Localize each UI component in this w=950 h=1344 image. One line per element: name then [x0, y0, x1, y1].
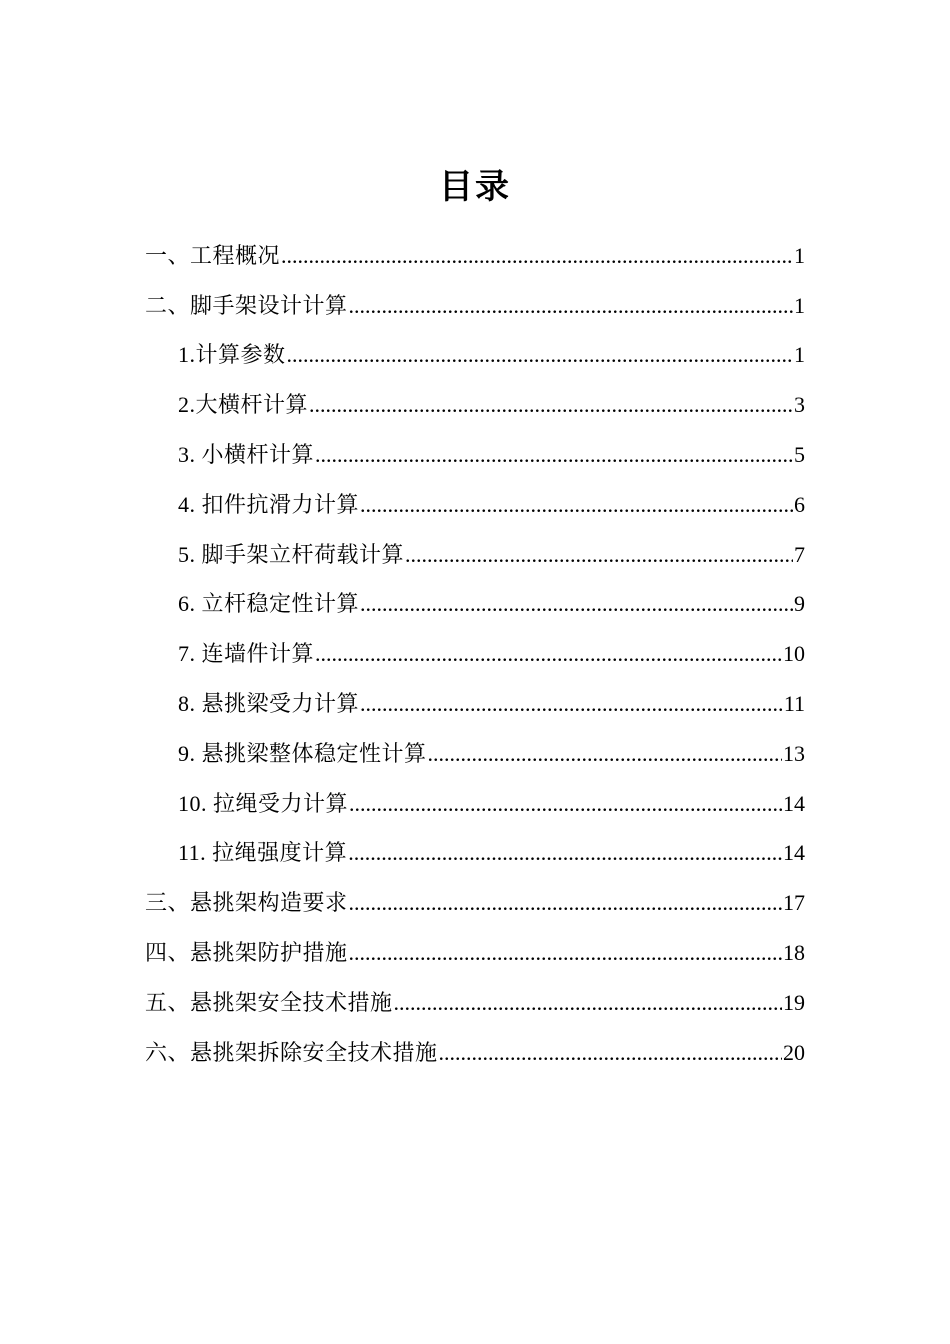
toc-entry[interactable]	[0, 818, 805, 868]
toc-dot-leader	[439, 1039, 782, 1067]
toc-dot-leader	[287, 341, 793, 369]
toc-entry-page: 18	[783, 939, 805, 965]
toc-entry[interactable]	[0, 967, 805, 1017]
toc-entry-page: 7	[794, 541, 805, 567]
toc-entry[interactable]	[0, 618, 805, 668]
toc-entry[interactable]	[0, 718, 805, 768]
toc-entry-page: 19	[783, 989, 805, 1015]
toc-entry-label: 二、脚手架设计计算	[145, 292, 348, 318]
toc-entry-label: 六、悬挑架拆除安全技术措施	[145, 1039, 438, 1065]
toc-entry-label: 一、工程概况	[145, 242, 281, 268]
toc-entry-label: 11. 拉绳强度计算	[178, 840, 348, 866]
toc-entry-label: 2.大横杆计算	[178, 392, 309, 418]
toc-entry-label: 三、悬挑架构造要求	[145, 890, 348, 916]
toc-dot-leader	[360, 590, 793, 618]
toc-dot-leader	[405, 541, 793, 569]
toc-entry-page: 13	[783, 740, 805, 766]
toc-entry[interactable]	[0, 569, 805, 619]
toc-entry-label: 五、悬挑架安全技术措施	[145, 989, 393, 1015]
toc-entry[interactable]	[0, 419, 805, 469]
toc-dot-leader	[349, 292, 793, 320]
toc-dot-leader	[281, 242, 793, 270]
toc-entry-label: 4. 扣件抗滑力计算	[178, 491, 360, 517]
toc-entry-page: 11	[783, 690, 805, 716]
toc-entry[interactable]	[0, 320, 805, 370]
toc-entry-label: 四、悬挑架防护措施	[145, 939, 348, 965]
toc-entry-page: 1	[794, 242, 805, 268]
toc-entry-label: 8. 悬挑梁受力计算	[178, 690, 360, 716]
toc-dot-leader	[360, 491, 793, 519]
toc-entry-label: 7. 连墙件计算	[178, 641, 315, 667]
toc-entry-page: 5	[794, 441, 805, 467]
toc-entry-label: 1.计算参数	[178, 342, 286, 368]
toc-entry-page: 14	[783, 790, 805, 816]
toc-entry-label: 5. 脚手架立杆荷载计算	[178, 541, 405, 567]
toc-title: 目录	[439, 169, 511, 206]
toc-entry[interactable]	[0, 768, 805, 818]
toc-entry-label: 10. 拉绳受力计算	[178, 790, 349, 816]
toc-entry-page: 10	[783, 641, 805, 667]
toc-entry-page: 3	[794, 392, 805, 418]
toc-entry-page: 1	[794, 292, 805, 318]
toc-entry-page: 20	[783, 1039, 805, 1065]
toc-entry[interactable]	[0, 668, 805, 718]
toc-dot-leader	[428, 740, 782, 768]
toc-dot-leader	[315, 441, 793, 469]
toc-dot-leader	[349, 889, 782, 917]
toc-list	[0, 220, 950, 1067]
toc-entry-label: 6. 立杆稳定性计算	[178, 591, 360, 617]
toc-entry[interactable]	[0, 519, 805, 569]
toc-entry-page: 9	[794, 591, 805, 617]
toc-dot-leader	[315, 640, 782, 668]
toc-dot-leader	[360, 690, 783, 718]
toc-dot-leader	[349, 939, 782, 967]
toc-dot-leader	[309, 391, 793, 419]
toc-entry[interactable]	[0, 1017, 805, 1067]
toc-dot-leader	[394, 989, 782, 1017]
toc-entry[interactable]	[0, 469, 805, 519]
toc-dot-leader	[348, 839, 782, 867]
toc-entry-page: 17	[783, 890, 805, 916]
toc-entry[interactable]	[0, 270, 805, 320]
toc-entry[interactable]	[0, 917, 805, 967]
toc-entry[interactable]	[0, 369, 805, 419]
toc-entry-page: 1	[794, 342, 805, 368]
toc-entry-label: 3. 小横杆计算	[178, 441, 315, 467]
toc-entry[interactable]	[0, 867, 805, 917]
toc-dot-leader	[349, 790, 782, 818]
toc-entry-label: 9. 悬挑梁整体稳定性计算	[178, 740, 427, 766]
toc-entry[interactable]	[0, 220, 805, 270]
toc-entry-page: 6	[794, 491, 805, 517]
toc-entry-page: 14	[783, 840, 805, 866]
